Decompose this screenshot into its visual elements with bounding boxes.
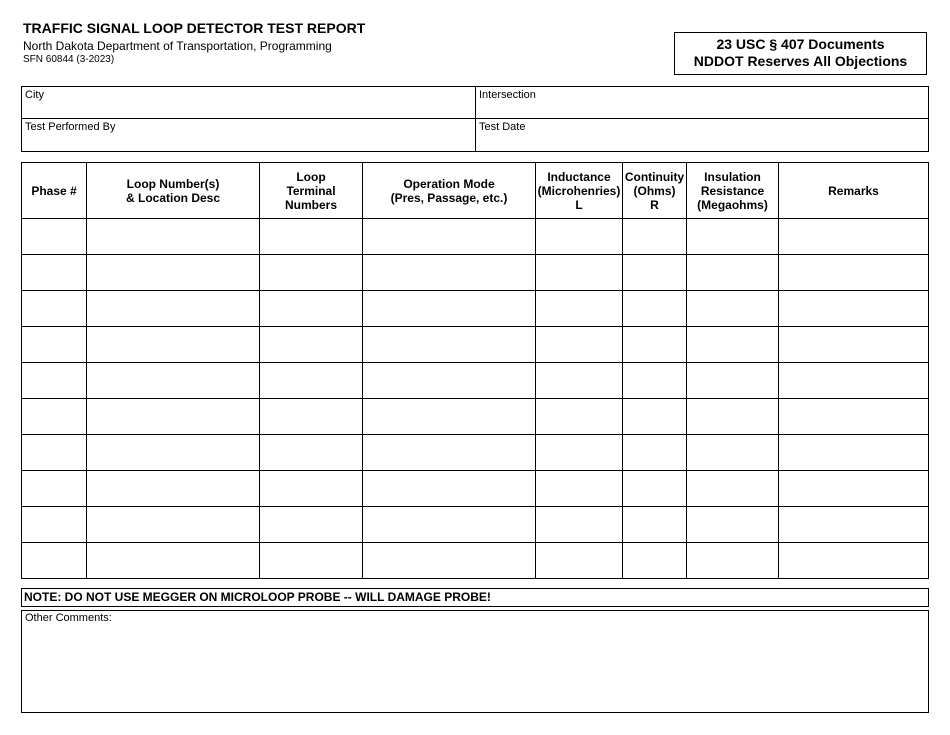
table-row: [22, 471, 929, 507]
column-header: [22, 163, 87, 219]
table-cell[interactable]: [687, 219, 779, 255]
table-cell[interactable]: [363, 435, 536, 471]
column-header-text: Phase #: [31, 183, 77, 198]
table-cell[interactable]: [779, 255, 929, 291]
table-cell[interactable]: [260, 291, 363, 327]
table-cell[interactable]: [536, 327, 623, 363]
table-cell[interactable]: [623, 471, 687, 507]
table-cell[interactable]: [22, 291, 87, 327]
table-cell[interactable]: [687, 471, 779, 507]
table-cell[interactable]: [87, 399, 260, 435]
legal-notice-line1: 23 USC § 407 Documents: [716, 36, 885, 52]
column-header-text: Remarks: [828, 183, 879, 198]
table-cell[interactable]: [687, 435, 779, 471]
column-header-text: Loop: [296, 169, 326, 184]
column-header-text: (Pres, Passage, etc.): [390, 190, 508, 205]
table-row: [22, 363, 929, 399]
table-cell[interactable]: [363, 255, 536, 291]
table-row: [22, 543, 929, 579]
table-row: [22, 507, 929, 543]
table-cell[interactable]: [22, 363, 87, 399]
table-cell[interactable]: [363, 327, 536, 363]
form-title: TRAFFIC SIGNAL LOOP DETECTOR TEST REPORT: [23, 20, 366, 36]
column-header-text: Operation Mode: [403, 176, 495, 191]
column-header: [687, 163, 779, 219]
table-cell[interactable]: [779, 399, 929, 435]
city-label: City: [25, 89, 44, 101]
table-cell[interactable]: [779, 507, 929, 543]
table-cell[interactable]: [22, 471, 87, 507]
table-cell[interactable]: [623, 291, 687, 327]
table-cell[interactable]: [623, 363, 687, 399]
table-cell[interactable]: [87, 363, 260, 399]
column-header-text: (Megaohms): [697, 197, 768, 212]
megger-warning-note: NOTE: DO NOT USE MEGGER ON MICROLOOP PROBE -- WILL DAMAGE PROBE!: [21, 588, 929, 607]
table-cell[interactable]: [87, 471, 260, 507]
column-header: [87, 163, 260, 219]
form-number: SFN 60844 (3-2023): [23, 54, 115, 65]
table-cell[interactable]: [22, 327, 87, 363]
table-row: [22, 255, 929, 291]
table-cell[interactable]: [687, 363, 779, 399]
table-cell[interactable]: [87, 327, 260, 363]
other-comments-label: Other Comments:: [25, 612, 112, 624]
column-header: [536, 163, 623, 219]
table-cell[interactable]: [779, 543, 929, 579]
column-header-text: Continuity: [624, 169, 685, 184]
column-header-text: Inductance: [547, 169, 611, 184]
table-cell[interactable]: [623, 219, 687, 255]
table-cell[interactable]: [22, 543, 87, 579]
table-row: [22, 291, 929, 327]
column-header-text: & Location Desc: [125, 190, 221, 205]
table-row: [22, 399, 929, 435]
table-cell[interactable]: [623, 255, 687, 291]
other-comments-field[interactable]: [21, 610, 929, 713]
column-header-text: Loop Number(s): [126, 176, 220, 191]
table-cell[interactable]: [687, 291, 779, 327]
legal-notice-box: [674, 32, 927, 75]
table-cell[interactable]: [779, 219, 929, 255]
table-cell[interactable]: [623, 435, 687, 471]
table-cell[interactable]: [623, 399, 687, 435]
table-cell[interactable]: [687, 327, 779, 363]
table-row: [22, 219, 929, 255]
table-cell[interactable]: [87, 255, 260, 291]
table-cell[interactable]: [260, 435, 363, 471]
table-cell[interactable]: [363, 507, 536, 543]
table-cell[interactable]: [22, 219, 87, 255]
column-header-text: (Ohms): [633, 183, 676, 198]
table-cell[interactable]: [22, 399, 87, 435]
legal-notice-line2: NDDOT Reserves All Objections: [693, 53, 908, 69]
tested-by-label: Test Performed By: [25, 121, 116, 133]
table-cell[interactable]: [536, 399, 623, 435]
table-cell[interactable]: [260, 399, 363, 435]
table-cell[interactable]: [536, 507, 623, 543]
tested-by-field[interactable]: [22, 119, 475, 151]
table-cell[interactable]: [779, 435, 929, 471]
table-cell[interactable]: [260, 363, 363, 399]
table-cell[interactable]: [623, 327, 687, 363]
intersection-label: Intersection: [479, 89, 536, 101]
city-field[interactable]: [22, 87, 475, 118]
column-header-text: R: [650, 197, 659, 212]
table-cell[interactable]: [87, 435, 260, 471]
table-body: [22, 219, 929, 579]
column-header-text: (Microhenries): [537, 183, 621, 198]
table-cell[interactable]: [260, 219, 363, 255]
table-cell[interactable]: [779, 471, 929, 507]
table-cell[interactable]: [536, 471, 623, 507]
table-cell[interactable]: [687, 507, 779, 543]
table-cell[interactable]: [260, 255, 363, 291]
table-cell[interactable]: [687, 255, 779, 291]
test-results-table: [21, 162, 929, 579]
table-cell[interactable]: [687, 543, 779, 579]
column-header-text: Numbers: [284, 197, 337, 212]
table-cell[interactable]: [363, 399, 536, 435]
intersection-field[interactable]: [476, 87, 928, 118]
table-cell[interactable]: [363, 543, 536, 579]
table-cell[interactable]: [363, 471, 536, 507]
table-cell[interactable]: [536, 291, 623, 327]
table-cell[interactable]: [536, 255, 623, 291]
agency-name: North Dakota Department of Transportation, Programming: [23, 39, 332, 53]
table-cell[interactable]: [623, 507, 687, 543]
table-cell[interactable]: [363, 363, 536, 399]
table-cell[interactable]: [260, 543, 363, 579]
table-cell[interactable]: [260, 471, 363, 507]
table-cell[interactable]: [687, 399, 779, 435]
column-header: [363, 163, 536, 219]
column-header-text: Insulation: [704, 169, 761, 184]
info-section: [21, 86, 929, 152]
table-cell[interactable]: [536, 435, 623, 471]
table-cell[interactable]: [779, 327, 929, 363]
column-header: [623, 163, 687, 219]
column-header-text: Resistance: [700, 183, 765, 198]
table-cell[interactable]: [260, 327, 363, 363]
table-cell[interactable]: [779, 291, 929, 327]
column-header: [779, 163, 929, 219]
column-header-text: Terminal: [286, 183, 336, 198]
test-date-label: Test Date: [479, 121, 526, 133]
column-header-text: L: [575, 197, 583, 212]
table-cell[interactable]: [363, 219, 536, 255]
table-cell[interactable]: [260, 507, 363, 543]
column-header: [260, 163, 363, 219]
table-cell[interactable]: [779, 363, 929, 399]
table-cell[interactable]: [87, 543, 260, 579]
table-cell[interactable]: [22, 435, 87, 471]
table-cell[interactable]: [87, 291, 260, 327]
table-cell[interactable]: [363, 291, 536, 327]
table-cell[interactable]: [623, 543, 687, 579]
table-cell[interactable]: [87, 507, 260, 543]
table-cell[interactable]: [22, 255, 87, 291]
table-cell[interactable]: [536, 219, 623, 255]
table-cell[interactable]: [87, 219, 260, 255]
table-header-row: [22, 163, 929, 219]
table-cell[interactable]: [536, 363, 623, 399]
test-date-field[interactable]: [476, 119, 928, 151]
table-cell[interactable]: [536, 543, 623, 579]
table-row: [22, 435, 929, 471]
table-cell[interactable]: [22, 507, 87, 543]
table-row: [22, 327, 929, 363]
